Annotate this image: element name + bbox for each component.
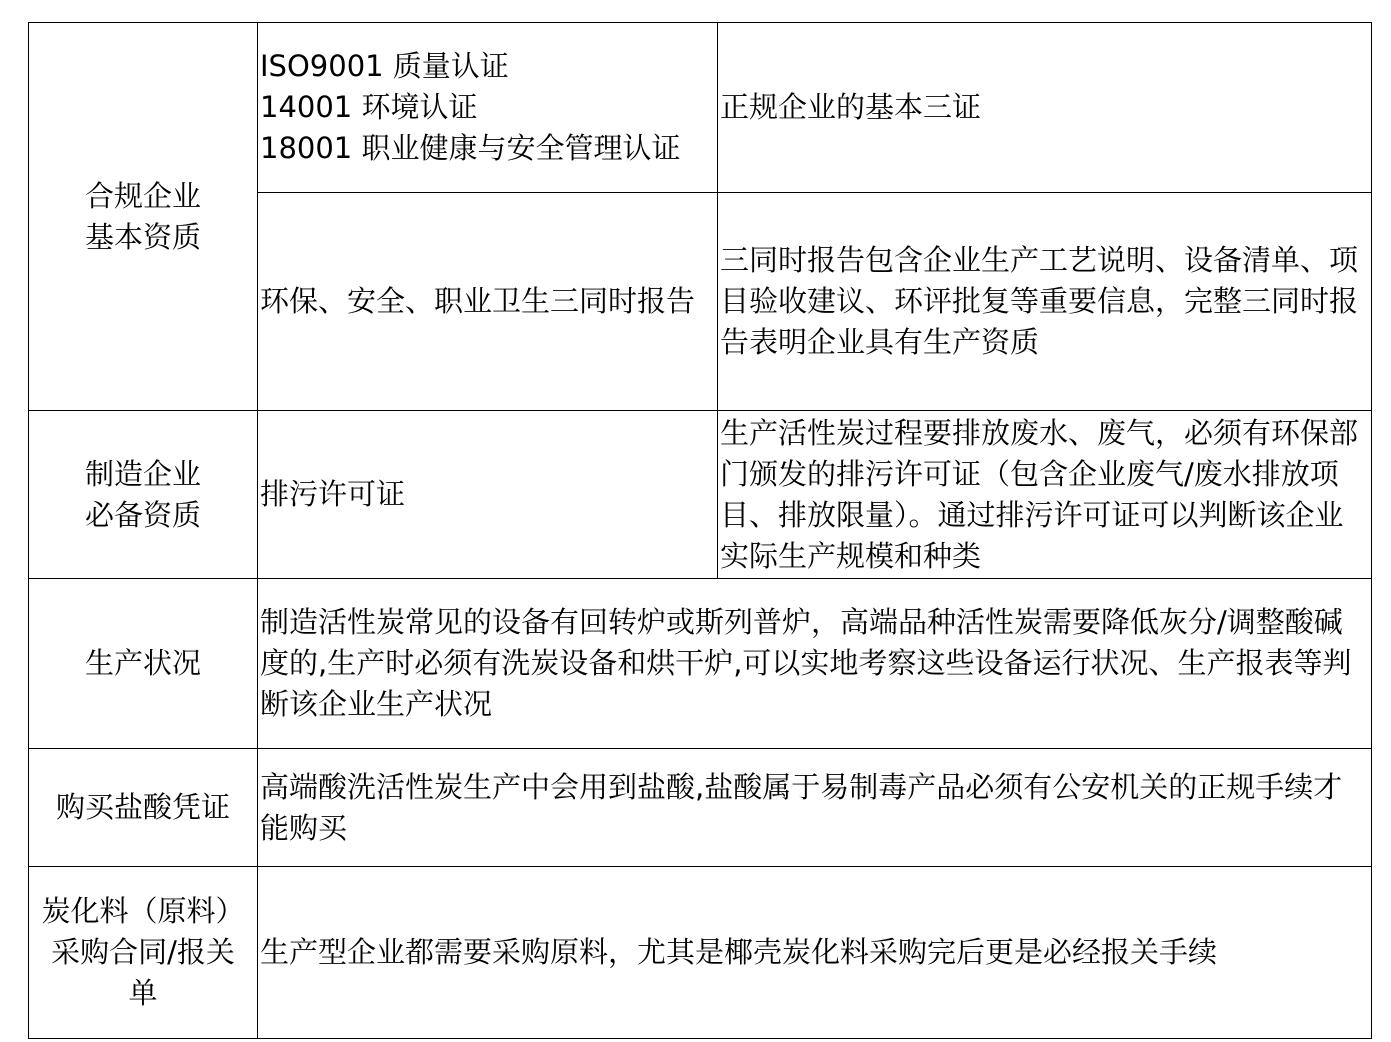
description-text: 生产活性炭过程要排放废水、废气，必须有环保部门颁发的排污许可证（包含企业废气/废水排放项目、排放限量）。通过排污许可证可以判断该企业实际生产规模和种类	[720, 415, 1359, 573]
description-cell	[718, 23, 1372, 193]
table-row	[29, 749, 1372, 867]
category-cell	[29, 749, 258, 867]
description-cell	[718, 193, 1372, 411]
description-cell	[718, 411, 1372, 579]
category-cell	[29, 579, 258, 749]
table-row	[29, 23, 1372, 193]
table-row	[29, 579, 1372, 749]
category-line: 制造企业	[84, 456, 201, 491]
table-row	[29, 867, 1372, 1039]
category-line: 炭化料（原料）	[41, 894, 245, 928]
description-text: 生产型企业都需要采购原料，尤其是椰壳炭化料采购完后更是必经报关手续	[260, 935, 1218, 969]
category-line: 必备资质	[84, 497, 201, 532]
item-name-line: ISO9001 质量认证	[260, 49, 509, 83]
item-name-line: 环保、安全、职业卫生三同时报告	[260, 284, 696, 318]
qualification-table	[28, 22, 1372, 1039]
category-cell	[29, 867, 258, 1039]
category-line: 采购合同/报关	[51, 935, 235, 969]
description-text: 正规企业的基本三证	[720, 90, 982, 124]
description-cell	[258, 579, 1372, 749]
description-text: 制造活性炭常见的设备有回转炉或斯列普炉，高端品种活性炭需要降低灰分/调整酸碱度的,生产时必须有洗炭设备和烘干炉,可以实地考察这些设备运行状况、生产报表等判断该企业生产状况	[260, 605, 1352, 721]
category-cell	[29, 411, 258, 579]
item-name-cell	[258, 411, 718, 579]
category-line: 合规企业	[84, 178, 201, 213]
description-text: 高端酸洗活性炭生产中会用到盐酸,盐酸属于易制毒产品必须有公安机关的正规手续才能购买	[260, 769, 1343, 845]
description-cell	[258, 867, 1372, 1039]
description-text: 三同时报告包含企业生产工艺说明、设备清单、项目验收建议、环评批复等重要信息，完整三同时报告表明企业具有生产资质	[720, 243, 1359, 359]
item-name-line: 18001 职业健康与安全管理认证	[260, 131, 681, 165]
item-name-cell	[258, 23, 718, 193]
category-line: 购买盐酸凭证	[55, 790, 230, 824]
item-name-line: 排污许可证	[260, 477, 406, 511]
category-cell	[29, 23, 258, 411]
category-line: 基本资质	[84, 219, 201, 254]
table-row	[29, 411, 1372, 579]
description-cell	[258, 749, 1372, 867]
item-name-line: 14001 环境认证	[260, 90, 478, 124]
category-line: 单	[128, 976, 158, 1010]
category-line: 生产状况	[84, 646, 201, 680]
item-name-cell	[258, 193, 718, 411]
